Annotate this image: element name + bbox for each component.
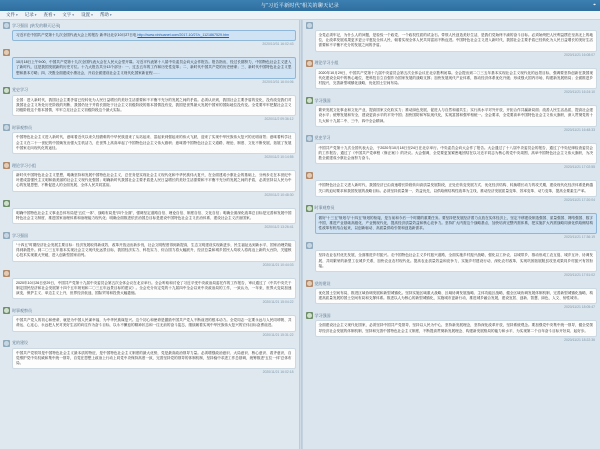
- message-timestamp: 2020/11/2 10:14:55: [264, 155, 294, 160]
- avatar[interactable]: [306, 205, 313, 212]
- message-bubble[interactable]: [315, 105, 598, 127]
- message-item[interactable]: [3, 49, 296, 84]
- message-item[interactable]: [306, 135, 598, 170]
- avatar[interactable]: [3, 307, 10, 314]
- chevron-down-icon: ▾: [53, 13, 56, 17]
- message-text: 2020年10月29日，中国共产党第十九届中央委员会第五次全体会议在北京胜利闭幕。全会提出到二〇三五年基本实现社会主义现代化的远景目标，强调要坚持创新在我国现代化建设全局中的核心地位，把科技自立自强作为国家发展的战略支撑；加快发展现代产业体系，推动经济体系优化升级；形成强大国内市场，构建新发展格局；全面推进乡村振兴，完善新型城镇化战略，优化国土空间布局。: [318, 70, 593, 86]
- message-header: [3, 162, 296, 169]
- message-bubble[interactable]: [315, 250, 598, 272]
- message-timestamp: 2020/11/2 10:48:30: [264, 192, 294, 197]
- message-header: [306, 242, 598, 249]
- message-timestamp: 2020/11/21 15:04:22: [262, 300, 294, 305]
- avatar[interactable]: [3, 124, 10, 131]
- chevron-down-icon: ▾: [16, 13, 18, 17]
- message-sender: 学习强国: [314, 312, 331, 318]
- message-header: [3, 22, 296, 29]
- avatar[interactable]: [3, 162, 10, 169]
- message-bubble[interactable]: [315, 68, 598, 90]
- message-text: 优化国土空间布局，推进区域协调发展和新型城镇化。坚持实施区域重大战略、区域协调发展战略、主体功能区战略，健全区域协调发展体制机制，完善新型城镇化战略，构建高质量发展的国土空间布局和支撑体系。推进以人为核心的新型城镇化，实施城市更新行动，推进城乡融合发展，建设宜居、创新、智慧、绿色、人文、韧性城市。: [318, 291, 593, 301]
- avatar[interactable]: [306, 172, 313, 179]
- message-timestamp: 2020/10/31 16:04:06: [262, 79, 294, 84]
- message-sender: 党的建设: [12, 340, 28, 346]
- menu-item-settings[interactable]: 设置▾: [81, 12, 93, 17]
- message-item[interactable]: [306, 22, 598, 57]
- message-bubble[interactable]: [315, 320, 598, 336]
- message-sender: 学习强国: [12, 232, 28, 238]
- avatar[interactable]: [3, 270, 10, 277]
- message-bubble[interactable]: [315, 30, 598, 52]
- avatar[interactable]: [3, 232, 10, 239]
- message-header: [3, 270, 296, 277]
- menu-bar: [0, 11, 600, 20]
- chevron-down-icon: ▾: [109, 13, 112, 17]
- message-bubble[interactable]: [12, 170, 296, 192]
- menu-item-text[interactable]: 文字▾: [62, 12, 75, 17]
- avatar[interactable]: [3, 340, 10, 347]
- message-bubble[interactable]: [12, 278, 296, 300]
- message-text: 10月18日上午9:00，中国共产党第十九次全国代表大会在人民大会堂开幕。习近平代表第十八届中央委员会向大会作报告。报告指出，经过长期努力，中国特色社会主义进入了新时代，这是我国发展新的历史方位。十九大报告共分13个部分：一、过去五年的工作和历史性变革；二、新时代中国共产党的历史使命；三、新时代中国特色社会主义思想和基本方略；四、决胜全面建成小康社会，开启全面建设社会主义现代化国家新征程……: [16, 60, 292, 75]
- message-bubble[interactable]: [315, 213, 598, 235]
- message-item[interactable]: [3, 87, 296, 122]
- message-timestamp: 2020/10/31 16:02:43: [262, 42, 294, 47]
- message-text: “十四五”时期经济社会发展主要目标：经济发展取得新成效，改革开放迈出新步伐，社会文明程度得到新提高，生态文明建设实现新进步，民生福祉达到新水平，国家治理效能得到新提升。到二〇三五年基本实现社会主义现代化远景目标，我国经济实力、科技实力、综合国力将大幅跃升，经济总量和城乡居民人均收入将再迈上新的大台阶，关键核心技术实现重大突破，进入创新型国家前列。: [16, 243, 292, 258]
- message-header: [306, 280, 598, 287]
- avatar[interactable]: [306, 97, 313, 104]
- message-text: 中国共产党领导是中国特色社会主义最本质的特征，是中国特色社会主义制度的最大优势，党是最高政治领导力量。必须增强政治意识、大局意识、核心意识、看齐意识，自觉维护党中央权威和集中统一领导，自觉在思想上政治上行动上同党中央保持高度一致，完善坚持党的领导的体制机制，坚持稳中求进工作总基调，统筹推进“五位一体”总体布局。: [16, 350, 292, 366]
- message-text: 繁荣发展文化事业和文化产业，提高国家文化软实力；推动绿色发展，促进人与自然和谐共生；实行高水平对外开放，开拓合作共赢新局面；改善人民生活品质，提高社会建设水平；统筹发展和安全，建设更高水平的平安中国；加快国防和军队现代化，实现富国和强军相统一。全会要求，全党要高举中国特色社会主义伟大旗帜，深入贯彻党的十九大和十九届二中、三中、四中全会精神。: [318, 108, 593, 123]
- message-header: [306, 22, 598, 29]
- message-header: [3, 340, 296, 347]
- message-timestamp: 2020/11/21 17:51:02: [564, 273, 595, 278]
- avatar[interactable]: [3, 22, 10, 29]
- message-sender: 党史学习: [12, 87, 28, 93]
- message-timestamp: 2020/11/21 17:20:04: [564, 197, 595, 202]
- message-header: [306, 60, 598, 67]
- message-sender: 党史学习: [314, 135, 331, 141]
- message-bubble[interactable]: [12, 240, 296, 262]
- menu-item-view[interactable]: 查看▾: [43, 12, 56, 17]
- message-item[interactable]: [306, 172, 598, 201]
- message-timestamp: 2020/11/21 16:08:07: [564, 52, 595, 57]
- message-item[interactable]: [306, 60, 598, 95]
- message-bubble[interactable]: [12, 208, 296, 224]
- message-item[interactable]: [3, 124, 296, 159]
- chevron-down-icon: ▾: [72, 13, 75, 17]
- menu-item-help[interactable]: 帮助▾: [99, 12, 112, 17]
- message-timestamp: 2020/11/21 17:02:55: [564, 165, 595, 170]
- message-forward-tag: [转发的聊天记录]: [30, 22, 61, 28]
- message-text: 全面建设社会主义现代化国家，必须坚持中国共产党领导，坚持以人民为中心，坚持新发展理念，坚持深化改革开放，坚持系统观念。要加强党中央集中统一领导，健全党领导经济社会发展的体制机制，坚持和完善中国特色社会主义制度，不断提高贯彻新发展理念、构建新发展格局的能力和水平，为实现第二个百年奋斗目标开好局、起好步。: [318, 323, 593, 333]
- left-message-column[interactable]: [0, 20, 299, 449]
- message-timestamp: 2020/11/21 10:44:03: [262, 262, 294, 267]
- window-titlebar: [0, 0, 600, 11]
- avatar[interactable]: [3, 87, 10, 94]
- message-bubble[interactable]: [315, 288, 598, 304]
- avatar[interactable]: [306, 280, 313, 287]
- message-timestamp: 2020/11/21 18:22:36: [564, 337, 595, 342]
- message-header: [306, 97, 598, 104]
- message-item[interactable]: [3, 200, 296, 229]
- message-sender: 学习强国: [314, 97, 331, 103]
- message-text: 习近平在中国共产党第十九次全国代表大会上的报告 新华社北京10月27日电: [16, 33, 138, 37]
- message-item[interactable]: [3, 232, 296, 267]
- avatar[interactable]: [306, 60, 313, 67]
- message-bubble[interactable]: [12, 30, 296, 41]
- message-sender: 学习强国: [12, 22, 28, 28]
- message-item[interactable]: [306, 312, 598, 341]
- message-sender: 时事观察员: [12, 124, 32, 130]
- chevron-down-icon: ▾: [91, 13, 93, 17]
- message-text: 新时代中国特色社会主义思想，明确坚持和发展中国特色社会主义，总任务是实现社会主义现代化和中华民族伟大复兴，在全面建成小康社会的基础上，分两步走在本世纪中叶建成富强民主文明和谐美丽的社会主义现代化强国；明确新时代我国社会主要矛盾是人民日益增长的美好生活需要和不平衡不充分的发展之间的矛盾，必须坚持以人民为中心的发展思想，不断促进人的全面发展、全体人民共同富裕。: [16, 173, 292, 188]
- message-link[interactable]: http://www.xinhuanet.com/2017-10/27/c_1121867529.htm: [137, 33, 230, 37]
- message-timestamp: 2020/11/21 18:05:47: [564, 305, 595, 310]
- message-timestamp: 2020/11/2 09:36:12: [264, 117, 294, 122]
- message-item[interactable]: [3, 270, 296, 305]
- message-text: 做好“十三五”规划与“十四五”规划的衔接，是当前和今后一个时期的重要任务。要坚持把发展经济着力点放在实体经济上，坚定不移建设制造强国、质量强国、网络强国、数字中国，推进产业基础高级化、产业链现代化，提高经济质量效益和核心竞争力。坚持扩大内需这个战略基点，加快培育完整内需体系，把实施扩大内需战略同深化供给侧结构性改革有机结合起来，以创新驱动、高质量供给引领和创造新需求。: [318, 215, 593, 231]
- message-bubble[interactable]: [12, 95, 296, 117]
- message-item[interactable]: [306, 205, 598, 240]
- message-sender: 理论学习小组: [314, 60, 339, 66]
- message-item[interactable]: [3, 22, 296, 46]
- avatar[interactable]: [3, 200, 10, 207]
- avatar[interactable]: [306, 242, 313, 249]
- message-timestamp: 2020/11/21 16:24:10: [564, 90, 595, 95]
- message-bubble[interactable]: [12, 57, 296, 79]
- message-text: 明确中国特色社会主义事业总体布局是“五位一体”、战略布局是“四个全面”，强调坚定道路自信、理论自信、制度自信、文化自信；明确全面深化改革总目标是完善和发展中国特色社会主义制度、推进国家治理体系和治理能力现代化；明确全面推进依法治国总目标是建设中国特色社会主义法治体系、建设社会主义法治国家。: [16, 210, 292, 220]
- message-sender: 党的建设: [314, 280, 331, 286]
- message-header: [3, 124, 296, 131]
- message-header: [306, 135, 598, 142]
- message-header: [3, 307, 296, 314]
- message-timestamp: 2020/11/21 15:31:22: [262, 332, 294, 337]
- message-bubble[interactable]: [12, 315, 296, 331]
- message-bubble[interactable]: [315, 143, 598, 165]
- message-header: [3, 232, 296, 239]
- message-header: [3, 49, 296, 56]
- message-sender: 理论学习小组: [12, 162, 36, 168]
- menu-item-file[interactable]: 文件▾: [6, 12, 18, 17]
- message-sender: 时事观察员: [314, 205, 335, 211]
- message-timestamp: 2020/11/21 17:36:19: [564, 235, 595, 240]
- message-bubble[interactable]: [12, 132, 296, 154]
- chevron-down-icon: ▾: [34, 13, 37, 17]
- right-message-column[interactable]: [302, 20, 600, 449]
- avatar[interactable]: [306, 22, 313, 29]
- message-item[interactable]: [306, 280, 598, 309]
- window-title: 与“习近平新时代”相关的聊天记录: [260, 3, 340, 9]
- message-item[interactable]: [3, 162, 296, 197]
- message-item[interactable]: [306, 97, 598, 132]
- avatar[interactable]: [3, 49, 10, 56]
- message-item[interactable]: [3, 307, 296, 336]
- message-text: 中国特色社会主义进入新时代，意味着近代以来久经磨难的中华民族迎来了从站起来、富起来到强起来的伟大飞跃，迎来了实现中华民族伟大复兴的光明前景；意味着科学社会主义在二十一世纪的中国焕发出强大生机活力，在世界上高高举起了中国特色社会主义伟大旗帜；意味着中国特色社会主义道路、理论、制度、文化不断发展，拓展了发展中国家走向现代化的途径。: [16, 135, 292, 150]
- message-header: [306, 312, 598, 319]
- message-text: 中国共产党第十九次全国代表大会，于2020年10月18日至24日在北京举行。中央委员会向大会作了报告。大会通过了十八届中央委员会的报告，通过了中央纪律检查委员会的工作报告，通过了《中国共产党章程（修正案）》的决议。大会强调，全党要更加紧密地团结在以习近平同志为核心的党中央周围，高举中国特色社会主义伟大旗帜，为决胜全面建成小康社会而努力奋斗。: [318, 145, 593, 161]
- pin-icon[interactable]: ⌖: [593, 2, 596, 8]
- message-timestamp: 2020/11/21 16:02:18: [262, 370, 294, 375]
- message-header: [306, 205, 598, 212]
- message-sender: 时事观察员: [12, 307, 32, 313]
- message-timestamp: 2020/11/21 16:48:33: [564, 127, 595, 132]
- message-text: 坚持农业农村优先发展，全面推进乡村振兴。走中国特色社会主义乡村振兴道路，全面实施乡村振兴战略，强化以工补农、以城带乡，推动形成工农互促、城乡互补、协调发展、共同繁荣的新型工农城乡关系，加快农业农村现代化。提高农业质量效益和竞争力，实施乡村建设行动，深化农村改革，实现巩固拓展脱贫攻坚成果同乡村振兴有效衔接。: [318, 253, 593, 268]
- message-text: 全党必须牢记，为什么人的问题，是检验一个政党、一个政权性质的试金石。带领人民创造美好生活，是我们党始终不渝的奋斗目标。必须始终把人民利益摆在至高无上的地位，让改革发展成果更多更公平惠及全体人民，朝着实现全体人民共同富裕不断迈进。中国特色社会主义进入新时代，我国社会主要矛盾已经转化为人民日益增长的美好生活需要和不平衡不充分的发展之间的矛盾。: [318, 33, 593, 48]
- message-header: [3, 200, 296, 207]
- chat-body: [0, 20, 600, 449]
- avatar[interactable]: [306, 135, 313, 142]
- avatar[interactable]: [306, 312, 313, 319]
- message-header: [3, 87, 296, 94]
- message-text: 中国特色社会主义进入新时代，我国经济已由高速增长阶段转向高质量发展阶段，正处在转变发展方式、优化经济结构、转换增长动力的攻关期，建设现代化经济体系是跨越关口的迫切要求和我国发展的战略目标。必须坚持质量第一、效益优先，以供给侧结构性改革为主线，推动经济发展质量变革、效率变革、动力变革，提高全要素生产率。: [318, 183, 593, 193]
- message-item[interactable]: [3, 340, 296, 375]
- message-timestamp: 2020/11/2 13:26:41: [264, 225, 294, 230]
- menu-item-record[interactable]: 记录▾: [24, 12, 37, 17]
- message-text: 2020年10月26日至29日，中国共产党第十九届中央委员会第五次全体会议在北京举行。全会听取和讨论了习近平受中央政治局委托作的工作报告，审议通过了《中共中央关于制定国民经济和社会发展第十四个五年规划和二〇三五年远景目标的建议》。全会充分肯定党的十九届四中全会以来中央政治局的工作，一致认为，一年来，世界大变局加速演变，保护主义、单边主义上升，世界经济低迷，国际贸易和投资大幅萎缩。: [16, 280, 292, 296]
- message-bubble[interactable]: [12, 348, 296, 370]
- message-bubble[interactable]: [315, 180, 598, 196]
- message-item[interactable]: [306, 242, 598, 277]
- message-header: [306, 172, 598, 179]
- message-text: 全国：进入新时代，我国社会主要矛盾已经转化为人民日益增长的美好生活需要和不平衡不充分的发展之间的矛盾。必须认识到，我国社会主要矛盾的变化，没有改变我们对我国社会主义所处历史阶段的判断，我国仍处于并将长期处于社会主义初级阶段的基本国情没有变，我国是世界最大发展中国家的国际地位没有变。全党要牢牢把握社会主义初级阶段这个基本国情，牢牢立足社会主义初级阶段这个最大实际。: [16, 97, 292, 113]
- message-text: 中国共产党人的初心和使命，就是为中国人民谋幸福，为中华民族谋复兴。这个初心和使命是激励中国共产党人不断前进的根本动力。全党同志一定要永远与人民同呼吸、共命运、心连心，永远把人民对美好生活的向往作为奋斗目标，以永不懈怠的精神状态和一往无前的奋斗姿态，继续朝着实现中华民族伟大复兴的宏伟目标奋勇前进。: [16, 318, 292, 328]
